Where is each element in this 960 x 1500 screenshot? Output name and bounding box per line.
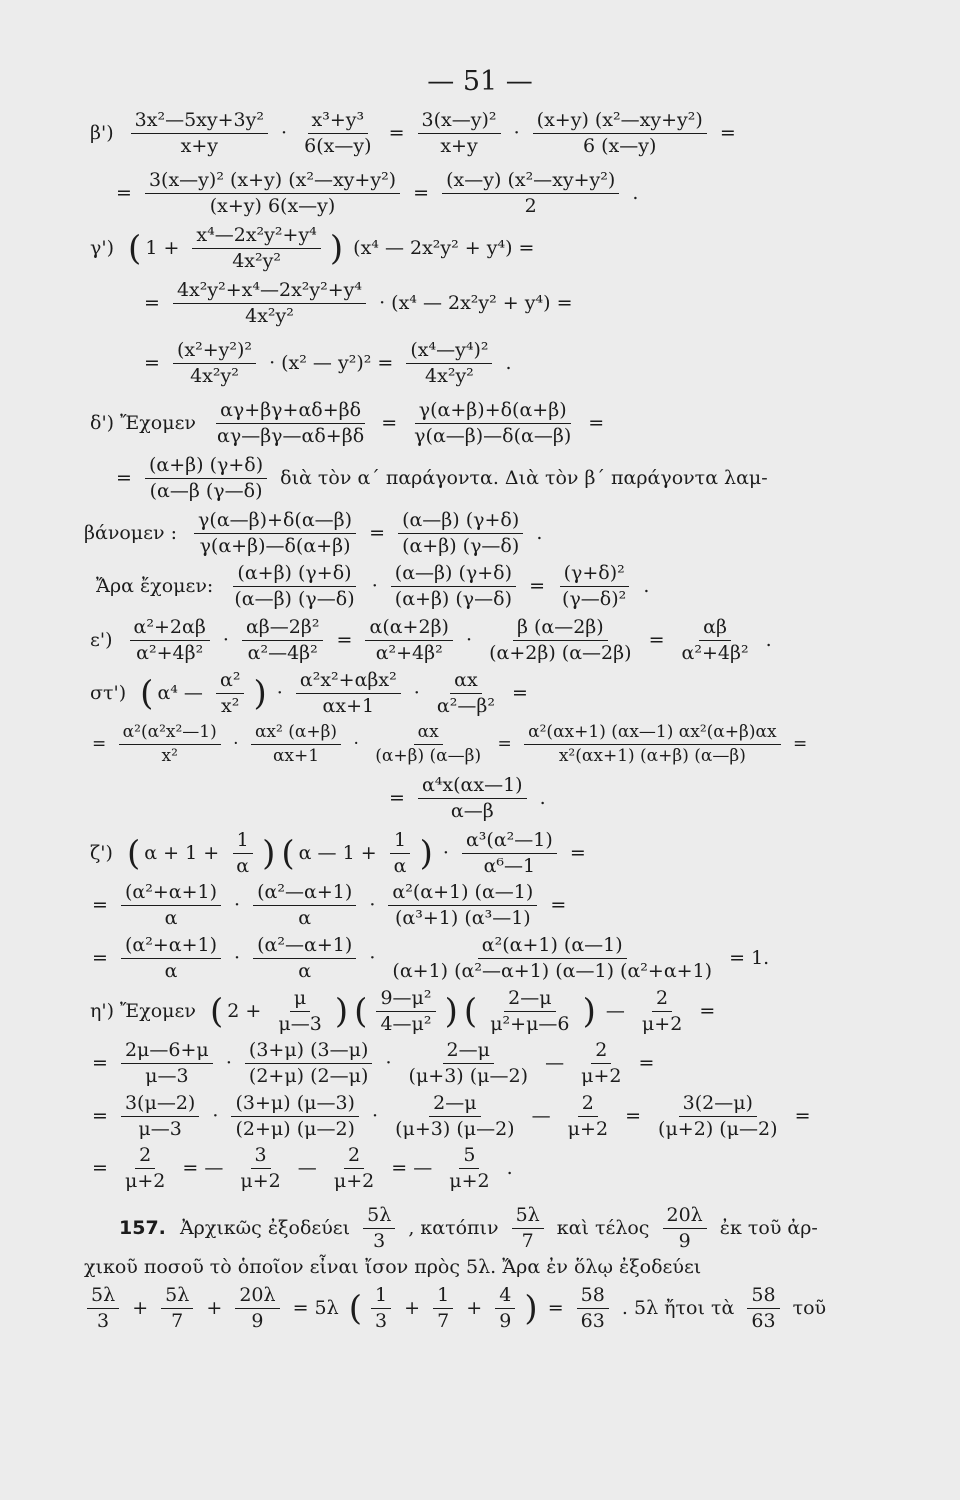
line-zeta-2: = $\frac{\text{(α²+α+1)}}{\alpha}$ · $\frac{\text{(α²—α+1)}}{\alpha}$ · $\frac{\text{α²(α+1) (α—1)}}{\text{(α³+1) (α³—1)}}$ = [92, 881, 567, 929]
fraction: $\frac{\text{αx² (α+β)}}{\alpha x+1}$ [251, 723, 341, 765]
line-delta-2: = $\frac{(\alpha+\beta) (\gamma+\delta)}{(\alpha—\beta (\gamma—\delta)}$ διὰ τὸν α΄ παράγοντα. Διὰ τὸν β΄ παράγοντα λαμ- [116, 454, 768, 502]
fraction: $\frac{\text{(α²—α+1)}}{\alpha}$ [253, 935, 356, 982]
problem-number: 157. [119, 1216, 166, 1239]
fraction: $\frac{\text{α²(α+1) (α—1)}}{\text{(α+1) (α²—α+1) (α—1) (α²+α+1)}}$ [392, 934, 713, 982]
line-gamma-3: = $\frac{\text{(x²+y²)²}}{\text{4x²y²}}$ · (x² — y²)² = $\frac{\text{(x⁴—y⁴)²}}{\text{4x²y²}}$ . [144, 339, 512, 387]
fraction: $\frac{\text{α²+2αβ}}{\text{α²+4β²}}$ [130, 617, 210, 664]
label-eta: η') Ἔχομεν [90, 999, 196, 1022]
fraction: $\frac{2}{\mu+2}$ [567, 1092, 609, 1140]
line-beta: β') $\frac{\text{3x²—5xy+3y²}}{x+y}$ · $\frac{\text{x³+y³}}{6(x—y)}$ = $\frac{\text{3(x—y)²}}{x+y}$ · $\frac{\text{(x+y) (x²—xy+y²)}}{6 (x—y)}$ = [90, 109, 736, 157]
fraction: $\frac{\text{(x+y) (x²—xy+y²)}}{6 (x—y)}$ [533, 110, 707, 157]
fraction: $\frac{2}{\mu+2}$ [124, 1144, 166, 1192]
fraction: $\frac{1}{\alpha}$ [232, 830, 253, 877]
fraction: $\frac{\text{4x²y²+x⁴—2x²y²+y⁴}}{\text{4x²y²}}$ [173, 280, 366, 327]
line-delta: δ') Ἔχομεν $\frac{\alpha\gamma+\beta\gamma+\alpha\delta+\beta\delta}{\alpha\gamma—\beta\gamma—\alpha\delta+\beta\delta}$ = $\frac{\gamma(\alpha+\beta)+\delta(\alpha+\beta)}{\gamma(\alpha—\beta)—\delta(\alpha—\beta)}$ = [90, 399, 605, 447]
fraction: $\frac{\alpha x}{(\alpha+\beta) (\alpha—\beta)}$ [375, 722, 482, 766]
fraction: $\frac{5\lambda}{7}$ [512, 1205, 544, 1252]
fraction: $\frac{\text{α²}}{\text{x²}}$ [216, 670, 244, 717]
fraction: $\frac{1}{\alpha}$ [390, 830, 411, 877]
label-zeta: ζ') [90, 841, 113, 864]
fraction: $\frac{\alpha\beta}{\text{α²+4β²}}$ [681, 616, 749, 664]
line-epsilon: ε') $\frac{\text{α²+2αβ}}{\text{α²+4β²}}$ · $\frac{\text{αβ—2β²}}{\text{α²—4β²}}$ = $\frac{\alpha(\alpha+2\beta)}{\text{α²+4β²}}$ · $\frac{\beta (\alpha—2\beta)}{(\alpha+2\beta) (\alpha—2\beta)}$ = $\frac{\alpha\beta}{\text{α²+4β²}}$ . [90, 616, 772, 664]
fraction: $\frac{\text{(α²+α+1)}}{\alpha}$ [121, 882, 221, 929]
label-beta: β') [90, 121, 114, 144]
fraction: $\frac{(\alpha—\beta) (\gamma+\delta)}{(\alpha+\beta) (\gamma—\delta)}$ [398, 510, 523, 557]
label-epsilon: ε') [90, 628, 113, 651]
label-delta: δ') Ἔχομεν [90, 411, 196, 434]
fraction: $\frac{2}{\mu+2}$ [333, 1144, 375, 1192]
fraction: $\frac{\beta (\alpha—2\beta)}{(\alpha+2\beta) (\alpha—2\beta)}$ [489, 616, 632, 664]
text-line: διὰ τὸν α΄ παράγοντα. Διὰ τὸν β΄ παράγοντα λαμ- [280, 466, 768, 489]
page-number: — 51 — [427, 66, 533, 97]
problem-157-line-3: $\frac{5\lambda}{3}$ + $\frac{5\lambda}{7}$ + $\frac{20\lambda}{9}$ = 5λ ( $\frac{1}{3}$ + $\frac{1}{7}$ + $\frac{4}{9}$ ) = $\frac{58}{63}$ . 5λ ἤτοι τὰ $\frac{58}{63}$ τοῦ [84, 1285, 830, 1332]
fraction: $\frac{2—\mu}{\text{μ²+μ—6}}$ [490, 987, 570, 1035]
fraction: $\frac{\text{(α²+α+1)}}{\alpha}$ [121, 935, 221, 982]
fraction: $\frac{\text{(α²—α+1)}}{\alpha}$ [253, 882, 356, 929]
fraction: $\frac{(3+\mu) (3—\mu)}{(2+\mu) (2—\mu)}$ [245, 1040, 372, 1087]
line-beta-2: = $\frac{\text{3(x—y)² (x+y) (x²—xy+y²)}}{(x+y) 6(x—y)}$ = $\frac{\text{(x—y) (x²—xy+y²)}}{2}$ . [116, 169, 639, 217]
problem-157-line-2: χικοῦ ποσοῦ τὸ ὁποῖον εἶναι ἴσον πρὸς 5λ. Ἄρα ἐν ὅλῳ ἐξοδεύει [84, 1256, 702, 1278]
fraction: $\frac{\text{α⁴x(αx—1)}}{\alpha—\beta}$ [418, 775, 527, 822]
fraction: $\frac{(3+\mu) (\mu—3)}{(2+\mu) (\mu—2)}$ [231, 1093, 358, 1140]
fraction: $\frac{\mu}{\mu—3}$ [278, 987, 322, 1035]
fraction: $\frac{2}{\mu+2}$ [641, 987, 683, 1035]
fraction: $\frac{1}{7}$ [433, 1285, 453, 1332]
fraction: $\frac{20\lambda}{9}$ [235, 1285, 279, 1332]
fraction: $\frac{5\lambda}{3}$ [87, 1285, 119, 1332]
line-gamma: γ') ( 1 + $\frac{\text{x⁴—2x²y²+y⁴}}{\text{4x²y²}}$ ) (x⁴ — 2x²y² + y⁴) = [90, 224, 535, 272]
fraction: $\frac{3(2—\mu)}{(\mu+2) (\mu—2)}$ [658, 1092, 778, 1140]
fraction: $\frac{(\alpha—\beta) (\gamma+\delta)}{(\alpha+\beta) (\gamma—\delta)}$ [391, 563, 516, 610]
line-stigma-3: = $\frac{\text{α⁴x(αx—1)}}{\alpha—\beta}$ . [389, 774, 546, 822]
fraction: $\frac{\text{α²(α²x²—1)}}{\text{x²}}$ [119, 723, 221, 765]
fraction: $\frac{\text{x⁴—2x²y²+y⁴}}{\text{4x²y²}}$ [192, 225, 320, 272]
fraction: $\frac{58}{63}$ [577, 1285, 609, 1332]
fraction: $\frac{\text{αβ—2β²}}{\text{α²—4β²}}$ [242, 617, 324, 664]
fraction: $\frac{\text{3(x—y)² (x+y) (x²—xy+y²)}}{(x+y) 6(x—y)}$ [145, 170, 400, 217]
fraction: $\frac{\text{3x²—5xy+3y²}}{x+y}$ [131, 110, 268, 157]
problem-157-line-1: 157. Ἀρχικῶς ἐξοδεύει $\frac{5\lambda}{3}$ , κατόπιν $\frac{5\lambda}{7}$ καὶ τέλος $\frac{20\lambda}{9}$ ἐκ τοῦ ἀρ- [119, 1204, 818, 1252]
fraction: $\frac{2}{\mu+2}$ [581, 1039, 622, 1087]
line-zeta-3: = $\frac{\text{(α²+α+1)}}{\alpha}$ · $\frac{\text{(α²—α+1)}}{\alpha}$ · $\frac{\text{α²(α+1) (α—1)}}{\text{(α+1) (α²—α+1) (α—1) (α²+α+1)}}$ = 1. [92, 934, 770, 982]
fraction: $\frac{\gamma(\alpha+\beta)+\delta(\alpha+\beta)}{\gamma(\alpha—\beta)—\delta(\alpha—\beta)}$ [414, 399, 572, 447]
fraction: $\frac{\text{α³(α²—1)}}{\text{α⁶—1}}$ [462, 830, 557, 877]
fraction: $\frac{\text{(x⁴—y⁴)²}}{\text{4x²y²}}$ [406, 340, 492, 387]
fraction: $\frac{\text{α²(α+1) (α—1)}}{\text{(α³+1) (α³—1)}}$ [388, 882, 537, 929]
fraction: $\frac{(\alpha+\beta) (\gamma+\delta)}{(\alpha—\beta) (\gamma—\delta)}$ [234, 562, 355, 610]
line-gamma-2: = $\frac{\text{4x²y²+x⁴—2x²y²+y⁴}}{\text{4x²y²}}$ · (x⁴ — 2x²y² + y⁴) = [144, 279, 573, 327]
label-stigma: στ') [90, 681, 127, 704]
line-delta-4: Ἄρα ἔχομεν: $\frac{(\alpha+\beta) (\gamma+\delta)}{(\alpha—\beta) (\gamma—\delta)}$ · $\frac{(\alpha—\beta) (\gamma+\delta)}{(\alpha+\beta) (\gamma—\delta)}$ = $\frac{\text{(γ+δ)²}}{\text{(γ—δ)²}}$ . [96, 562, 650, 610]
label-gamma: γ') [90, 236, 114, 259]
fraction: $\frac{\gamma(\alpha—\beta)+\delta(\alpha—\beta)}{\gamma(\alpha+\beta)—\delta(\alpha+\beta)}$ [194, 510, 356, 557]
fraction: $\frac{1}{3}$ [371, 1285, 391, 1332]
fraction: $\frac{2—\mu}{(\mu+3) (\mu—2)}$ [395, 1092, 515, 1140]
fraction: $\frac{58}{63}$ [747, 1285, 779, 1332]
line-stigma-2: = $\frac{\text{α²(α²x²—1)}}{\text{x²}}$ · $\frac{\text{αx² (α+β)}}{\alpha x+1}$ · $\frac{\alpha x}{(\alpha+\beta) (\alpha—\beta)}$ = $\frac{\text{α²(αx+1) (αx—1) αx²(α+β)αx}}{\text{x²(αx+1) (α+β) (α—β)}}$ = [92, 722, 808, 766]
fraction: $\frac{3(\mu—2)}{\mu—3}$ [121, 1093, 199, 1140]
fraction: $\frac{\text{(x—y) (x²—xy+y²)}}{2}$ [442, 170, 619, 217]
fraction: $\frac{5}{\mu+2}$ [449, 1144, 490, 1192]
fraction: $\frac{\text{9—μ²}}{\text{4—μ²}}$ [376, 988, 435, 1035]
line-delta-3: βάνομεν : $\frac{\gamma(\alpha—\beta)+\delta(\alpha—\beta)}{\gamma(\alpha+\beta)—\delta(\alpha+\beta)}$ = $\frac{(\alpha—\beta) (\gamma+\delta)}{(\alpha+\beta) (\gamma—\delta)}$ . [84, 509, 543, 557]
fraction: $\frac{\text{3(x—y)²}}{x+y}$ [418, 110, 501, 157]
fraction: $\frac{\text{(γ+δ)²}}{\text{(γ—δ)²}}$ [558, 563, 630, 610]
fraction: $\frac{\text{x³+y³}}{6(x—y)}$ [304, 109, 372, 157]
fraction: $\frac{5\lambda}{3}$ [363, 1205, 395, 1252]
fraction: $\frac{2—\mu}{(\mu+3) (\mu—2)}$ [408, 1039, 529, 1087]
fraction: $\frac{\alpha\gamma+\beta\gamma+\alpha\delta+\beta\delta}{\alpha\gamma—\beta\gamma—\alpha\delta+\beta\delta}$ [217, 399, 365, 447]
fraction: $\frac{3}{\mu+2}$ [240, 1144, 281, 1192]
fraction: $\frac{\alpha x}{\text{α²—β²}}$ [436, 669, 495, 717]
line-eta-4: = $\frac{2}{\mu+2}$ = — $\frac{3}{\mu+2}$ — $\frac{2}{\mu+2}$ = — $\frac{5}{\mu+2}$ . [92, 1144, 513, 1192]
fraction: $\frac{\text{(x²+y²)²}}{\text{4x²y²}}$ [173, 340, 256, 387]
fraction: $\frac{\alpha(\alpha+2\beta)}{\text{α²+4β²}}$ [365, 617, 452, 664]
fraction: $\frac{20\lambda}{9}$ [663, 1205, 707, 1252]
line-eta: η') Ἔχομεν ( 2 + $\frac{\mu}{\mu—3}$ ) ( $\frac{\text{9—μ²}}{\text{4—μ²}}$ ) ( $\frac{2—\mu}{\text{μ²+μ—6}}$ ) — $\frac{2}{\mu+2}$ = [90, 987, 716, 1035]
fraction: α²x²+αβx² αx+1 [296, 670, 401, 717]
line-eta-2: = $\frac{2\mu—6+\mu}{\mu—3}$ · $\frac{(3+\mu) (3—\mu)}{(2+\mu) (2—\mu)}$ · $\frac{2—\mu}{(\mu+3) (\mu—2)}$ — $\frac{2}{\mu+2}$ = [92, 1039, 655, 1087]
fraction: $\frac{\text{α²(αx+1) (αx—1) αx²(α+β)αx}}{\text{x²(αx+1) (α+β) (α—β)}}$ [524, 723, 780, 765]
fraction: $\frac{2\mu—6+\mu}{\mu—3}$ [121, 1040, 213, 1087]
line-zeta: ζ') ( α + 1 + $\frac{1}{\alpha}$ ) ( α — 1 + $\frac{1}{\alpha}$ ) · $\frac{\text{α³(α²—1)}}{\text{α⁶—1}}$ = [90, 829, 586, 877]
fraction: $\frac{4}{9}$ [495, 1285, 515, 1332]
fraction: $\frac{(\alpha+\beta) (\gamma+\delta)}{(\alpha—\beta (\gamma—\delta)}$ [145, 455, 267, 502]
fraction: $\frac{5\lambda}{7}$ [161, 1285, 193, 1332]
line-eta-3: = $\frac{3(\mu—2)}{\mu—3}$ · $\frac{(3+\mu) (\mu—3)}{(2+\mu) (\mu—2)}$ · $\frac{2—\mu}{(\mu+3) (\mu—2)}$ — $\frac{2}{\mu+2}$ = $\frac{3(2—\mu)}{(\mu+2) (\mu—2)}$ = [92, 1092, 811, 1140]
line-stigma: στ') ( α⁴ — $\frac{\text{α²}}{\text{x²}}$ ) · α²x²+αβx² αx+1 · $\frac{\alpha x}{\text{α²—β²}}$ = [90, 669, 528, 717]
